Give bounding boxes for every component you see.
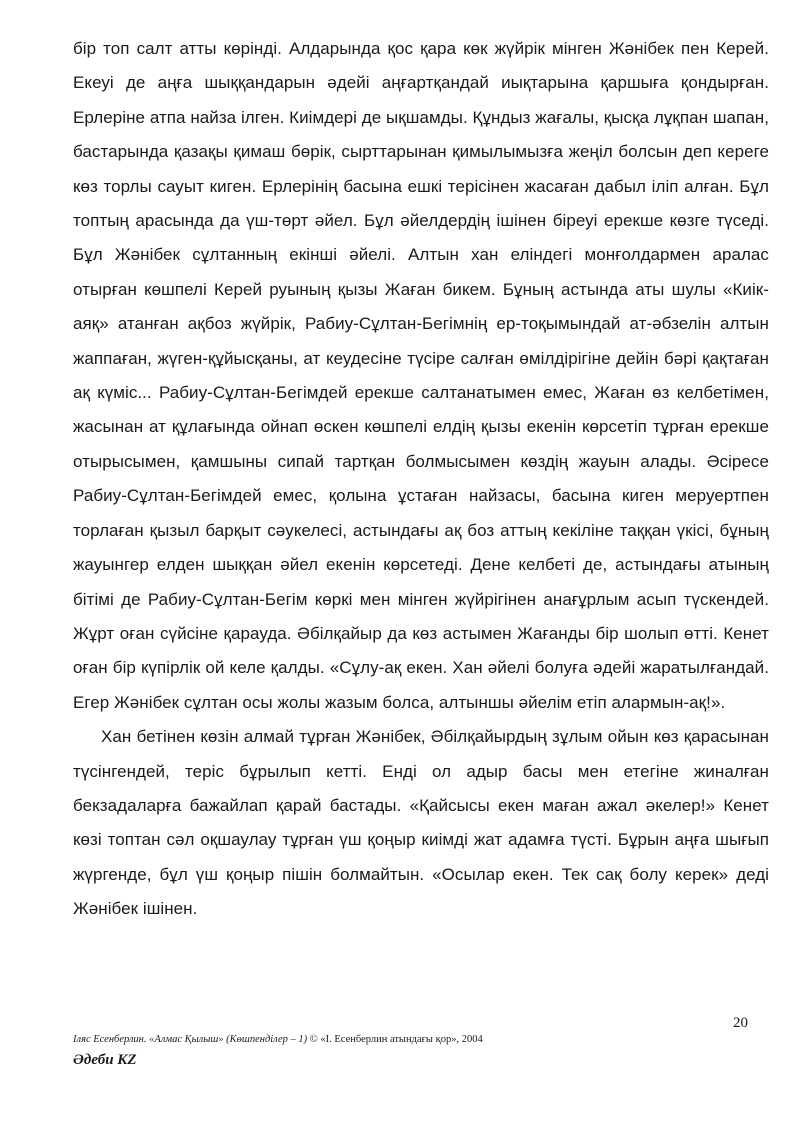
paragraph-2: Хан бетінен көзін алмай тұрған Жәнібек, Әбілқайырдың зұлым ойын көз қарасынан түсінгендей, теріс бұрылып кетті. Енді ол адыр басы мен етегіне жиналған бекзадаларға бажайлап қарай бастады. «Қайсысы екен маған ажал әкелер!» Кенет көзі топтан сәл оқшаулау тұрған үш қоңыр киімді жат адамға түсті. Бұрын аңға шығып жүргенде, бұл үш қоңыр пішін болмайтын. «Осылар екен. Тек сақ болу керек» деді Жәнібек ішінен.	[73, 727, 769, 919]
paragraph-1: бір топ салт атты көрінді. Алдарында қос қара көк жүйрік мінген Жәнібек пен Керей. Екеуі де аңға шыққандарын әдейі аңғартқандай иықтарына қаршыға қондырған. Ерлеріне атпа найза ілген. Киімдері де ықшамды. Құндыз жағалы, қысқа лұқпан шапан, бастарында қазақы қимаш бөрік, сырттарынан қимылымызға жеңіл болсын деп кереге көз торлы сауыт киген. Ерлерінің басына ешкі терісінен жасаған дабыл іліп алған. Бұл топтың арасында да үш-төрт әйел. Бұл әйелдердің ішінен біреуі ерекше көзге түседі. Бұл Жәнібек сұлтанның екінші әйелі. Алтын хан еліндегі монғолдармен аралас отырған көшпелі Керей руының қызы Жаған бикем. Бұның астында аты шулы «Киік-аяқ» атанған ақбоз жүйрік, Рабиу-Сұлтан-Бегімнің ер-тоқымындай ат-әбзелін алтын жаппаған, жүген-құйысқаны, ат кеудесіне түсіре салған өмілдірігіне дейін бәрі қақтаған ақ күміс... Рабиу-Сұлтан-Бегімдей ерекше салтанатымен емес, Жаған өз келбетімен, жасынан ат құлағында ойнап өскен көшпелі елдің қызы екенін көрсетіп тұрған ерекше отырысымен, қамшыны сипай тартқан болмысымен көздің жауын алады. Әсіресе Рабиу-Сұлтан-Бегімдей емес, қолына ұстаған найзасы, басына киген меруертпен торлаған қызыл барқыт сәукелесі, астындағы ақ боз аттың кекіліне таққан үкісі, бұның жауынгер елден шыққан әйел екенін көрсетеді. Дене келбеті де, астындағы атының бітімі де Рабиу-Сұлтан-Бегім көркі мен мінген жүйрігінен анағұрлым асып түскендей. Жұрт оған сүйсіне қарауда. Әбілқайыр да көз астымен Жағанды бір шолып өтті. Кенет оған бір күпірлік ой келе қалды. «Сұлу-ақ екен. Хан әйелі болуға әдейі жаратылғандай. Егер Жәнібек сұлтан осы жолы жазым болса, алтыншы әйелім етіп алармын-ақ!».	[73, 39, 769, 712]
book-title-credit: Іляс Есенберлин. «Алмас Қылыш» (Көшпенділер – 1)	[73, 1034, 308, 1045]
page-number: 20	[733, 1015, 748, 1031]
site-name: Әдеби KZ	[73, 1052, 137, 1068]
copyright-credit: © «І. Есенберлин атындағы қор», 2004	[307, 1034, 483, 1045]
footer-credit	[73, 1034, 483, 1045]
page-body	[73, 32, 769, 927]
